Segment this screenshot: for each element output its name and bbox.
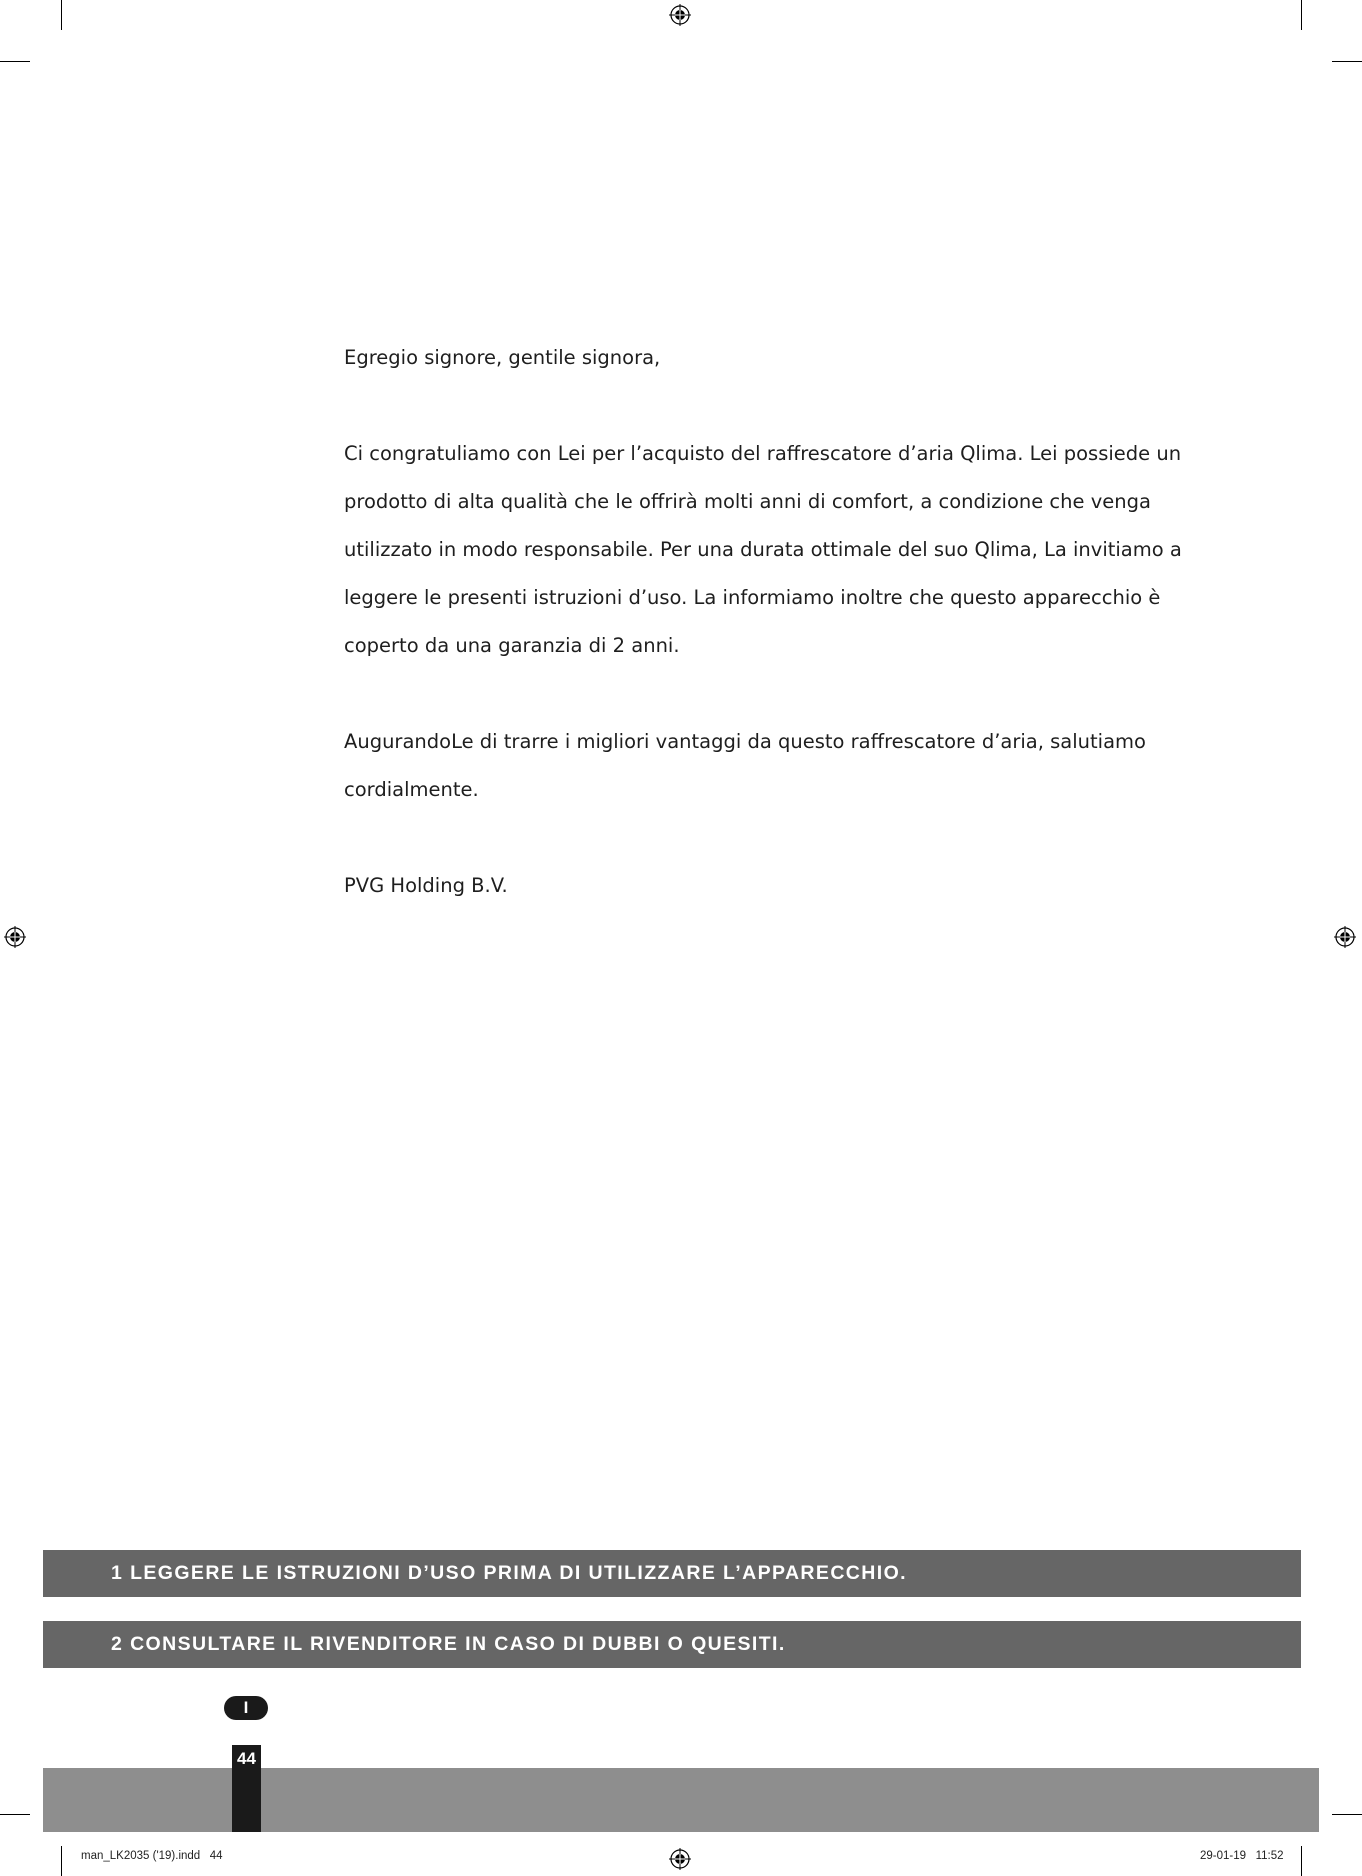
language-badge: I [224,1696,268,1720]
file-slug: man_LK2035 ('19).indd 44 [81,1850,223,1862]
crop-mark-top-left-vertical [61,0,62,30]
crop-mark-bottom-left-horizontal [0,1814,30,1815]
date-slug: 29-01-19 11:52 [1200,1850,1284,1862]
registration-mark-icon [669,1848,691,1870]
registration-mark-icon [669,4,691,26]
registration-mark-icon [4,926,26,948]
crop-mark-top-right-horizontal [1332,61,1362,62]
notice-banner-1: 1 LEGGERE LE ISTRUZIONI D’USO PRIMA DI UTILIZZARE L’APPARECCHIO. [43,1550,1301,1597]
page-number: 44 [237,1749,256,1768]
registration-mark-icon [1334,926,1356,948]
crop-mark-bottom-right-horizontal [1332,1814,1362,1815]
crop-mark-top-left-horizontal [0,61,30,62]
crop-mark-top-right-vertical [1301,0,1302,30]
page-number-tab [232,1745,261,1832]
letter-salutation: Egregio signore, gentile signora, [344,346,661,369]
notice-banner-2: 2 CONSULTARE IL RIVENDITORE IN CASO DI DUBBI O QUESITI. [43,1621,1301,1668]
crop-mark-bottom-left-vertical [61,1846,62,1876]
letter-paragraph-2: AugurandoLe di trarre i migliori vantaggi da questo raffrescatore d’aria, salutiamo cordialmente. [344,730,1146,801]
welcome-letter [344,334,1214,910]
letter-paragraph-1: Ci congratuliamo con Lei per l’acquisto del raffrescatore d’aria Qlima. Lei possiede un prodotto di alta qualità che le offrirà molti anni di comfort, a condizione che venga utilizzato in modo responsabile. Per una durata ottimale del suo Qlima, La invitiamo a leggere le presenti istruzioni d’uso. La informiamo inoltre che questo apparecchio è coperto da una garanzia di 2 anni. [344,442,1182,657]
letter-signature: PVG Holding B.V. [344,874,508,897]
crop-mark-bottom-right-vertical [1301,1846,1302,1876]
